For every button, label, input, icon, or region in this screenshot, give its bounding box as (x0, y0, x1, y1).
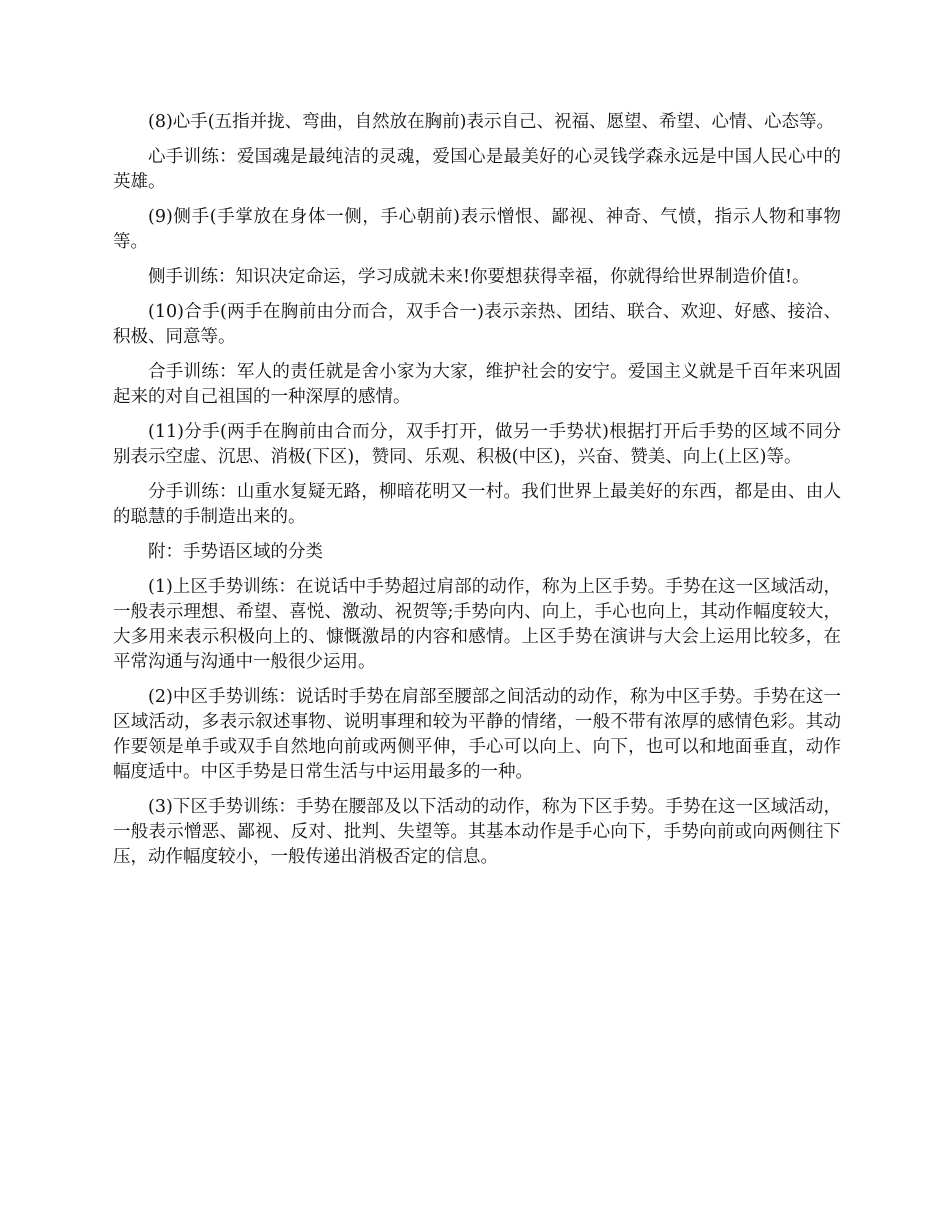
paragraph-upper-zone: (1)上区手势训练：在说话中手势超过肩部的动作，称为上区手势。手势在这一区域活动，一般表示理想、希望、喜悦、激动、祝贺等;手势向内、向上，手心也向上，其动作幅度较大，大多用来表示积极向上的、慷慨激昂的内容和感情。上区手势在演讲与大会上运用比较多，在平常沟通与沟通中一般很少运用。 (113, 577, 841, 672)
paragraph-joined-hands-practice: 合手训练：军人的责任就是舍小家为大家，维护社会的安宁。爱国主义就是千百年来巩固起来的对自己祖国的一种深厚的感情。 (113, 362, 841, 407)
paragraph-joined-hands: (10)合手(两手在胸前由分而合，双手合一)表示亲热、团结、联合、欢迎、好感、接洽、积极、同意等。 (113, 302, 841, 347)
paragraph-heart-hand: (8)心手(五指并拢、弯曲，自然放在胸前)表示自己、祝福、愿望、希望、心情、心态等。 (148, 112, 834, 132)
appendix-heading: 附：手势语区域的分类 (148, 542, 323, 562)
paragraph-side-hand-practice: 侧手训练：知识决定命运，学习成就未来!你要想获得幸福，你就得给世界制造价值!。 (148, 267, 810, 287)
paragraph-lower-zone: (3)下区手势训练：手势在腰部及以下活动的动作，称为下区手势。手势在这一区域活动，一般表示憎恶、鄙视、反对、批判、失望等。其基本动作是手心向下，手势向前或向两侧往下压，动作幅度较小，一般传递出消极否定的信息。 (113, 797, 841, 867)
paragraph-split-hands-practice: 分手训练：山重水复疑无路，柳暗花明又一村。我们世界上最美好的东西，都是由、由人的聪慧的手制造出来的。 (113, 482, 841, 527)
paragraph-heart-hand-practice: 心手训练：爱国魂是最纯洁的灵魂，爱国心是最美好的心灵钱学森永远是中国人民心中的英雄。 (113, 147, 841, 192)
paragraph-split-hands: (11)分手(两手在胸前由合而分，双手打开，做另一手势状)根据打开后手势的区域不同分别表示空虚、沉思、消极(下区)，赞同、乐观、积极(中区)，兴奋、赞美、向上(上区)等。 (113, 422, 841, 467)
paragraph-middle-zone: (2)中区手势训练：说话时手势在肩部至腰部之间活动的动作，称为中区手势。手势在这一区域活动，多表示叙述事物、说明事理和较为平静的情绪，一般不带有浓厚的感情色彩。其动作要领是单手或双手自然地向前或两侧平伸，手心可以向上、向下，也可以和地面垂直，动作幅度适中。中区手势是日常生活与中运用最多的一种。 (113, 687, 841, 782)
document-body (113, 110, 841, 880)
paragraph-side-hand: (9)侧手(手掌放在身体一侧，手心朝前)表示憎恨、鄙视、神奇、气愤，指示人物和事物等。 (113, 207, 841, 252)
